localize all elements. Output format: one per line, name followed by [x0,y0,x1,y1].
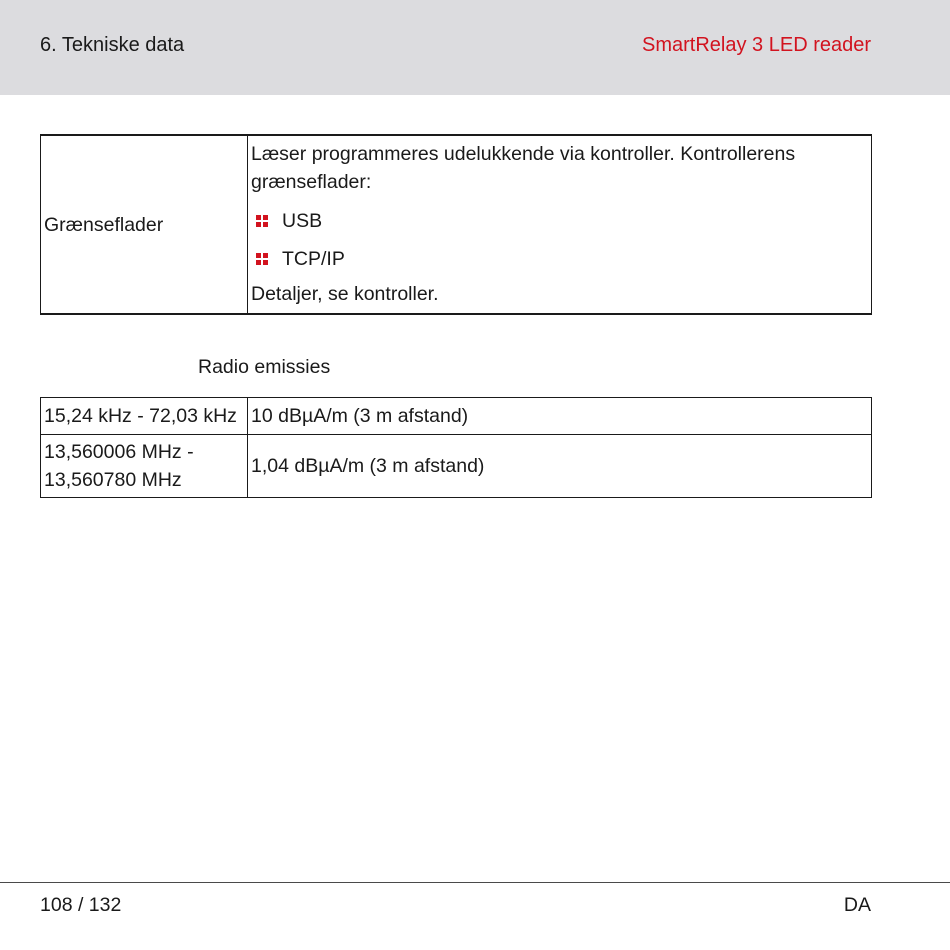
emission-value: 10 dBµA/m (3 m afstand) [251,405,469,427]
frequency-range: 15,24 kHz - 72,03 kHz [44,405,237,427]
emission-value-cell [248,398,872,435]
interfaces-table [40,134,872,315]
interfaces-outro: Detaljer, se kontroller. [251,283,439,305]
interfaces-label-cell [41,135,248,314]
product-name: SmartRelay 3 LED reader [642,34,871,56]
interfaces-detail-cell [248,135,872,314]
interface-item-usb: USB [282,210,323,232]
table-row [41,435,872,498]
red-square-bullet-icon [256,215,269,228]
page-number: 108 / 132 [40,894,122,916]
frequency-range-cell [41,398,248,435]
frequency-range: 13,560006 MHz - 13,560780 MHz [44,441,194,491]
language-code: DA [843,894,871,916]
emission-value: 1,04 dBµA/m (3 m afstand) [251,455,485,477]
emission-value-cell [248,435,872,498]
interface-item-tcpip: TCP/IP [282,248,345,270]
footer-divider [0,882,950,883]
page-header [0,0,950,95]
radio-emissions-heading: Radio emissies [198,356,331,378]
section-title: 6. Tekniske data [40,34,185,56]
frequency-range-cell [41,435,248,498]
list-item [251,240,868,278]
table-row [41,398,872,435]
interfaces-label: Grænseflader [44,213,164,236]
list-item [251,202,868,240]
red-square-bullet-icon [256,253,269,266]
table-row [41,135,872,314]
radio-emissions-table [40,397,872,498]
interfaces-intro: Læser programmeres udelukkende via kontroller. Kontrollerens grænseflader: [251,143,796,193]
